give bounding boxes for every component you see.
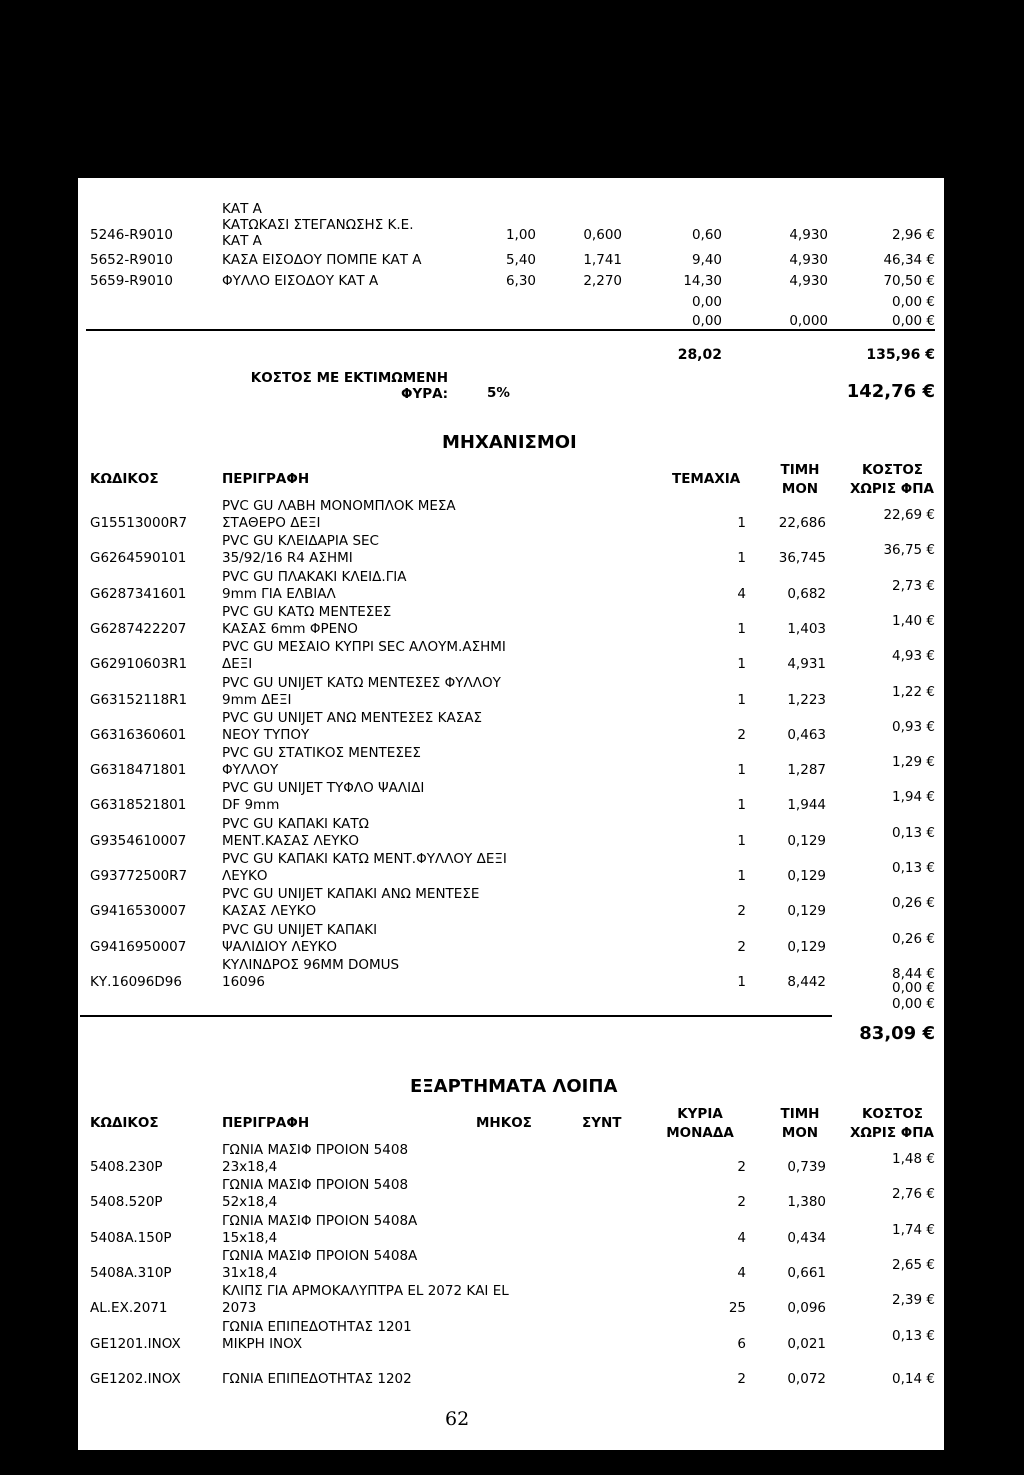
row-qty: 1 <box>737 550 746 567</box>
mech-header-desc: ΠΕΡΙΓΡΑΦΗ <box>222 471 310 487</box>
row-desc-line2: 15x18,4 <box>222 1229 278 1246</box>
row-unit-price: 0,072 <box>787 1370 826 1387</box>
row-desc-line1: PVC GU UNIJET ΚΑΠΑΚΙ <box>222 921 378 938</box>
row-cost: 1,94 € <box>892 789 935 806</box>
row-cost: 0,93 € <box>892 718 935 735</box>
row-code: G6287422207 <box>90 620 187 637</box>
mech-header-price-line2: ΜΟΝ <box>781 481 819 497</box>
row-code: G6264590101 <box>90 550 187 567</box>
row-desc-line2: ΝΕΟΥ ΤΥΠΟΥ <box>222 726 310 743</box>
page-number: 62 <box>445 1408 470 1430</box>
row-cost: 0,14 € <box>892 1370 935 1387</box>
row-qty: 1 <box>737 973 746 990</box>
row-code: G9354610007 <box>90 832 187 849</box>
top-row-0-col-d: 4,930 <box>789 227 828 243</box>
row-qty: 2 <box>737 903 746 920</box>
top-row-2-code: 5659-R9010 <box>90 273 173 289</box>
row-unit-price: 1,223 <box>787 691 826 708</box>
row-qty: 1 <box>737 762 746 779</box>
row-desc-line2: 35/92/16 R4 ΑΣΗΜΙ <box>222 550 353 567</box>
top-row-2-col-c: 14,30 <box>683 273 722 289</box>
row-unit-price: 1,287 <box>787 762 826 779</box>
mech-header-price-line1: ΤΙΜΗ <box>780 462 820 478</box>
row-code: G6318471801 <box>90 762 187 779</box>
top-row-3-col-c: 0,00 <box>691 294 722 310</box>
row-qty: 25 <box>728 1300 746 1317</box>
top-row-2-desc: ΦΥΛΛΟ ΕΙΣΟΔΟΥ ΚΑΤ Α <box>222 273 379 289</box>
row-qty: 2 <box>737 726 746 743</box>
top-row-0-desc-line2: ΚΑΤΩΚΑΣΙ ΣΤΕΓΑΝΩΣΗΣ Κ.Ε. <box>222 217 414 233</box>
row-qty: 4 <box>737 1229 746 1246</box>
row-cost: 2,73 € <box>892 577 935 594</box>
top-row-4-col-d: 0,000 <box>789 313 828 329</box>
mech-header-cost-line1: ΚΟΣΤΟΣ <box>861 462 924 478</box>
mechanisms-title: ΜΗΧΑΝΙΣΜΟΙ <box>442 432 577 453</box>
row-code: GE1202.INOX <box>90 1370 181 1387</box>
row-code: G6316360601 <box>90 726 187 743</box>
row-code: G62910603R1 <box>90 656 188 673</box>
row-desc-line1: PVC GU ΠΛΑΚΑΚΙ ΚΛΕΙΔ.ΓΙΑ <box>222 568 407 585</box>
top-row-1-col-d: 4,930 <box>789 252 828 268</box>
mechanisms-total: 83,09 € <box>859 1023 935 1044</box>
top-row-1-code: 5652-R9010 <box>90 252 173 268</box>
row-desc-line1: PVC GU ΣΤΑΤΙΚΟΣ ΜΕΝΤΕΣΕΣ <box>222 745 421 762</box>
row-code: 5408A.150P <box>90 1229 172 1246</box>
row-desc-line2: 16096 <box>222 973 265 990</box>
row-desc-line1: ΓΩΝΙΑ ΜΑΣΙΦ ΠΡΟΙΟΝ 5408Α <box>222 1247 418 1264</box>
acc-header-price-line1: ΤΙΜΗ <box>780 1106 820 1122</box>
row-code: G6287341601 <box>90 585 187 602</box>
mech-header-cost-line2: ΧΩΡΙΣ ΦΠΑ <box>850 481 934 497</box>
row-unit-price: 0,129 <box>787 903 826 920</box>
mech-header-qty: ΤΕΜΑΧΙΑ <box>672 471 741 487</box>
row-cost: 0,13 € <box>892 824 935 841</box>
row-desc-line1: PVC GU UNIJET ΤΥΦΛΟ ΨΑΛΙΔΙ <box>222 780 425 797</box>
top-row-0-desc-line1: ΚΑΤ Α <box>222 201 262 217</box>
top-row-2-col-a: 6,30 <box>505 273 536 289</box>
row-desc-line2: 52x18,4 <box>222 1194 278 1211</box>
row-qty: 1 <box>737 656 746 673</box>
black-bottom-band <box>0 1450 1024 1475</box>
row-desc-line2: ΜΕΝΤ.ΚΑΣΑΣ ΛΕΥΚΟ <box>222 832 359 849</box>
row-desc-line1: ΓΩΝΙΑ ΜΑΣΙΦ ΠΡΟΙΟΝ 5408 <box>222 1177 409 1194</box>
top-row-3-col-e: 0,00 € <box>892 294 935 310</box>
row-unit-price: 22,686 <box>778 515 826 531</box>
row-unit-price: 36,745 <box>778 550 826 567</box>
row-unit-price: 0,661 <box>787 1264 826 1281</box>
waste-percent: 5% <box>487 385 510 401</box>
row-code: 5408.230P <box>90 1159 163 1175</box>
row-cost: 2,39 € <box>892 1292 935 1309</box>
row-desc-line2: ΔΕΞΙ <box>222 656 253 673</box>
row-desc-line1: PVC GU ΚΑΤΩ ΜΕΝΤΕΣΕΣ <box>222 603 392 620</box>
row-desc-line2: 2073 <box>222 1300 257 1317</box>
top-total-e: 135,96 € <box>866 347 935 363</box>
row-desc-line2: 9mm ΓΙΑ ΕΛΒΙΑΛ <box>222 585 336 602</box>
top-row-0-code: 5246-R9010 <box>90 227 173 243</box>
row-code: G15513000R7 <box>90 515 188 531</box>
row-code: 5408.520P <box>90 1194 163 1211</box>
row-unit-price: 1,403 <box>787 620 826 637</box>
mech-extra-1: 0,00 € <box>892 980 935 996</box>
row-desc-line2: ΜΙΚΡΗ INOX <box>222 1335 303 1352</box>
row-code: AL.EX.2071 <box>90 1300 168 1317</box>
row-unit-price: 0,129 <box>787 938 826 955</box>
row-desc-line2: ΦΥΛΛΟΥ <box>222 762 279 779</box>
row-desc-line1: PVC GU ΚΛΕΙΔΑΡΙΑ SEC <box>222 533 379 550</box>
row-unit-price: 4,931 <box>787 656 826 673</box>
top-row-4-col-e: 0,00 € <box>892 313 935 329</box>
top-row-1-col-a: 5,40 <box>505 252 536 268</box>
row-qty: 1 <box>737 691 746 708</box>
row-desc-line1: PVC GU ΚΑΠΑΚΙ ΚΑΤΩ <box>222 815 369 832</box>
row-desc-line1: ΚΛΙΠΣ ΓΙΑ ΑΡΜΟΚΑΛΥΠΤΡΑ EL 2072 ΚΑΙ EL <box>222 1283 509 1300</box>
top-row-0-col-a: 1,00 <box>505 227 536 243</box>
row-cost: 1,74 € <box>892 1221 935 1238</box>
row-desc-line1: ΓΩΝΙΑ ΕΠΙΠΕΔΟΤΗΤΑΣ 1201 <box>222 1318 412 1335</box>
acc-header-cost-line1: ΚΟΣΤΟΣ <box>861 1106 924 1122</box>
row-desc-line1: PVC GU ΚΑΠΑΚΙ ΚΑΤΩ ΜΕΝΤ.ΦΥΛΛΟΥ ΔΕΞΙ <box>222 851 507 867</box>
row-qty: 6 <box>737 1335 746 1352</box>
mech-header-code: ΚΩΔΙΚΟΣ <box>90 471 159 487</box>
row-desc-line2: ΣΤΑΘΕΡΟ ΔΕΞΙ <box>222 515 321 531</box>
row-desc-line1: ΓΩΝΙΑ ΜΑΣΙΦ ΠΡΟΙΟΝ 5408 <box>222 1142 409 1158</box>
top-row-2-col-b: 2,270 <box>583 273 622 289</box>
top-row-1-desc: ΚΑΣΑ ΕΙΣΟΔΟΥ ΠΟΜΠΕ ΚΑΤ Α <box>222 252 422 268</box>
row-code: G6318521801 <box>90 797 187 814</box>
row-qty: 1 <box>737 797 746 814</box>
row-qty: 2 <box>737 1370 746 1387</box>
top-row-1-col-b: 1,741 <box>583 252 622 268</box>
acc-header-unit-line1: ΚΥΡΙΑ <box>677 1106 723 1122</box>
row-cost: 1,48 € <box>892 1151 935 1167</box>
top-row-1-col-c: 9,40 <box>691 252 722 268</box>
accessories-title: ΕΞΑΡΤΗΜΑΤΑ ΛΟΙΠΑ <box>410 1076 618 1097</box>
top-section-rule <box>86 329 935 331</box>
acc-header-unit-line2: ΜΟΝΑΔΑ <box>666 1125 734 1141</box>
row-desc-line1: PVC GU UNIJET ΚΑΠΑΚΙ ΑΝΩ ΜΕΝΤΕΣΕ <box>222 886 480 903</box>
row-desc-line2: 9mm ΔΕΞΙ <box>222 691 292 708</box>
row-desc-line2: 31x18,4 <box>222 1264 278 1281</box>
row-desc-line2: DF 9mm <box>222 797 280 814</box>
row-cost: 1,22 € <box>892 683 935 700</box>
top-row-0-col-b: 0,600 <box>583 227 622 243</box>
row-desc-line1: PVC GU ΛΑΒΗ ΜΟΝΟΜΠΛΟΚ ΜΕΣΑ <box>222 498 456 514</box>
row-desc-line2: ΚΑΣΑΣ 6mm ΦΡΕΝΟ <box>222 620 358 637</box>
black-right-band <box>944 0 1024 1475</box>
row-cost: 22,69 € <box>883 507 935 523</box>
mechanisms-rule <box>80 1015 832 1017</box>
row-code: G93772500R7 <box>90 868 188 884</box>
row-cost: 0,13 € <box>892 860 935 876</box>
row-cost: 8,44 € <box>892 965 935 982</box>
row-desc-line1: PVC GU UNIJET ΑΝΩ ΜΕΝΤΕΣΕΣ ΚΑΣΑΣ <box>222 709 482 726</box>
row-desc-line2: ΚΑΣΑΣ ΛΕΥΚΟ <box>222 903 317 920</box>
top-row-4-col-c: 0,00 <box>691 313 722 329</box>
row-unit-price: 0,129 <box>787 832 826 849</box>
row-code: 5408A.310P <box>90 1264 172 1281</box>
top-row-0-col-e: 2,96 € <box>892 227 935 243</box>
top-total-c: 28,02 <box>677 347 722 363</box>
row-unit-price: 0,021 <box>787 1335 826 1352</box>
waste-label-line1: ΚΟΣΤΟΣ ΜΕ ΕΚΤΙΜΩΜΕΝΗ <box>250 370 448 386</box>
row-code: ΚΥ.16096D96 <box>90 973 182 990</box>
row-qty: 1 <box>737 620 746 637</box>
row-desc-line1: ΚΥΛΙΝΔΡΟΣ 96MM DOMUS <box>222 956 400 973</box>
acc-header-code: ΚΩΔΙΚΟΣ <box>90 1115 159 1131</box>
row-desc-line2: ΨΑΛΙΔΙΟΥ ΛΕΥΚΟ <box>222 938 337 955</box>
row-desc-line1: ΓΩΝΙΑ ΜΑΣΙΦ ΠΡΟΙΟΝ 5408Α <box>222 1212 418 1229</box>
row-unit-price: 1,380 <box>787 1194 826 1211</box>
row-code: G9416950007 <box>90 938 187 955</box>
row-cost: 36,75 € <box>883 542 935 559</box>
row-cost: 0,26 € <box>892 895 935 912</box>
row-code: GE1201.INOX <box>90 1335 181 1352</box>
row-qty: 2 <box>737 1159 746 1175</box>
row-cost: 2,65 € <box>892 1256 935 1273</box>
waste-total: 142,76 € <box>846 381 935 402</box>
acc-header-price-line2: ΜΟΝ <box>781 1125 819 1141</box>
acc-header-cost-line2: ΧΩΡΙΣ ΦΠΑ <box>850 1125 934 1141</box>
waste-label-line2: ΦΥΡΑ: <box>401 386 448 402</box>
row-desc-line1: PVC GU ΜΕΣΑΙΟ ΚΥΠΡΙ SEC ΑΛΟΥΜ.ΑΣΗΜΙ <box>222 639 506 656</box>
row-code: G9416530007 <box>90 903 187 920</box>
acc-header-desc: ΠΕΡΙΓΡΑΦΗ <box>222 1115 310 1131</box>
row-desc-line2: ΛΕΥΚΟ <box>222 868 268 884</box>
row-desc-line2: ΓΩΝΙΑ ΕΠΙΠΕΔΟΤΗΤΑΣ 1202 <box>222 1370 412 1387</box>
row-cost: 1,40 € <box>892 612 935 629</box>
row-desc-line2: 23x18,4 <box>222 1159 278 1175</box>
row-unit-price: 0,463 <box>787 726 826 743</box>
black-top-band <box>0 0 1024 178</box>
row-cost: 2,76 € <box>892 1186 935 1203</box>
black-left-band <box>0 0 78 1475</box>
row-cost: 4,93 € <box>892 648 935 665</box>
row-qty: 4 <box>737 1264 746 1281</box>
row-qty: 2 <box>737 938 746 955</box>
row-cost: 0,26 € <box>892 930 935 947</box>
row-code: G63152118R1 <box>90 691 188 708</box>
top-row-2-col-e: 70,50 € <box>883 273 935 289</box>
row-qty: 4 <box>737 585 746 602</box>
row-unit-price: 0,434 <box>787 1229 826 1246</box>
row-cost: 0,13 € <box>892 1327 935 1344</box>
top-row-2-col-d: 4,930 <box>789 273 828 289</box>
acc-header-coef: ΣΥΝΤ <box>582 1115 622 1131</box>
row-cost: 1,29 € <box>892 754 935 771</box>
row-unit-price: 1,944 <box>787 797 826 814</box>
top-row-0-col-c: 0,60 <box>691 227 722 243</box>
row-desc-line1: PVC GU UNIJET ΚΑΤΩ ΜΕΝΤΕΣΕΣ ΦΥΛΛΟΥ <box>222 674 501 691</box>
top-row-1-col-e: 46,34 € <box>883 252 935 268</box>
row-qty: 1 <box>737 868 746 884</box>
top-row-0-desc-line3: ΚΑΤ Α <box>222 233 262 249</box>
row-unit-price: 0,129 <box>787 868 826 884</box>
row-qty: 2 <box>737 1194 746 1211</box>
row-unit-price: 8,442 <box>787 973 826 990</box>
mech-extra-2: 0,00 € <box>892 996 935 1012</box>
row-qty: 1 <box>737 832 746 849</box>
row-unit-price: 0,682 <box>787 585 826 602</box>
acc-header-length: ΜΗΚΟΣ <box>476 1115 532 1131</box>
row-qty: 1 <box>737 515 746 531</box>
row-unit-price: 0,739 <box>787 1159 826 1175</box>
row-unit-price: 0,096 <box>787 1300 826 1317</box>
